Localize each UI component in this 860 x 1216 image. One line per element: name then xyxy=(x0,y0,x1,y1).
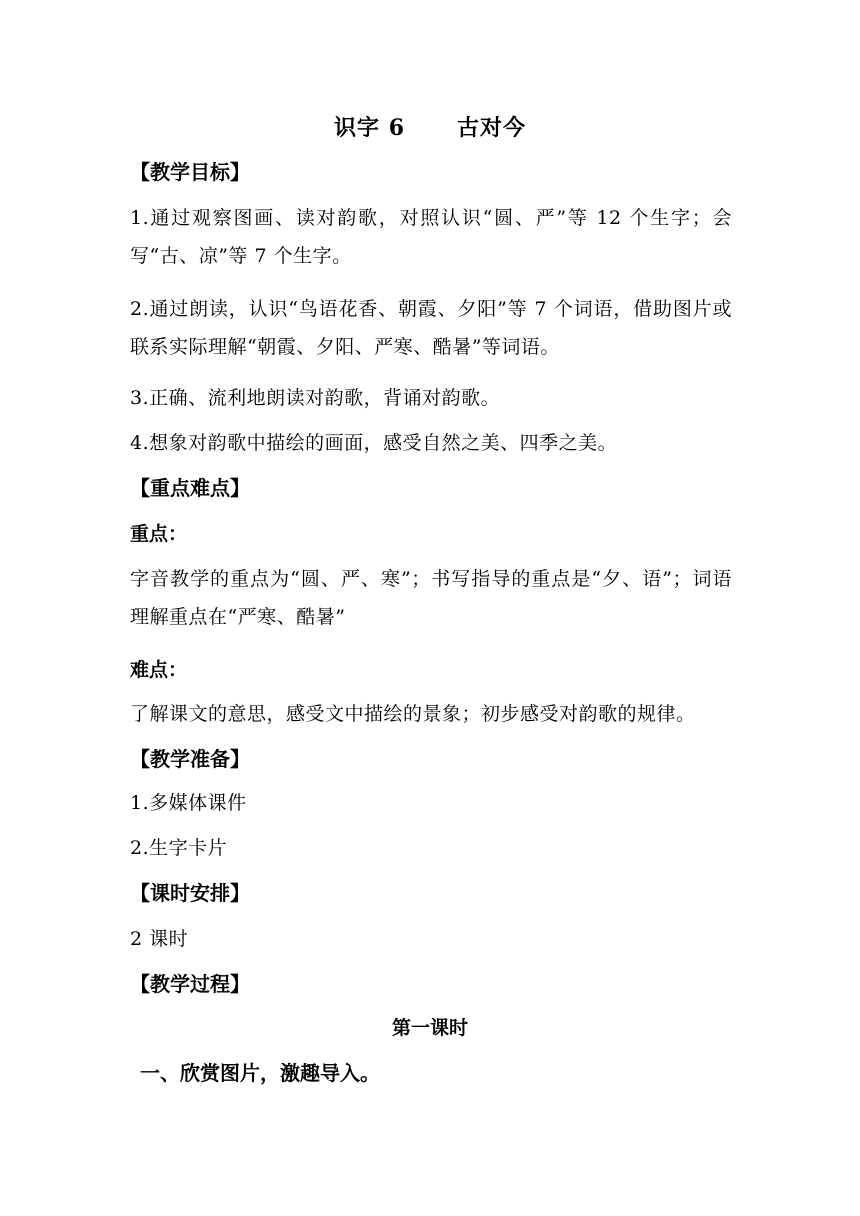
key-label: 重点： xyxy=(130,523,188,545)
document-title: 识字 6 古对今 xyxy=(334,115,526,141)
schedule-text: 2 课时 xyxy=(130,928,189,950)
key-text: 字音教学的重点为“圆、严、寒”；书写指导的重点是“夕、语”；词语理解重点在“严寒、酷暑” xyxy=(130,568,732,628)
difficulty-text: 了解课文的意思，感受文中描绘的景象；初步感受对韵歌的规律。 xyxy=(130,703,696,725)
difficulty-label: 难点： xyxy=(130,659,188,681)
prep-item-1: 1.多媒体课件 xyxy=(130,792,247,814)
schedule-heading: 【课时安排】 xyxy=(130,881,250,905)
objectives-heading: 【教学目标】 xyxy=(130,160,250,184)
objective-2: 2.通过朗读，认识“鸟语花香、朝霞、夕阳”等 7 个词语，借助图片或联系实际理解“朝霞、夕阳、严寒、酷暑”等词语。 xyxy=(130,298,732,358)
key-difficulty-heading: 【重点难点】 xyxy=(130,476,250,500)
prep-item-2: 2.生字卡片 xyxy=(130,837,228,859)
preparation-heading: 【教学准备】 xyxy=(130,747,250,771)
process-heading: 【教学过程】 xyxy=(130,972,250,996)
objective-3: 3.正确、流利地朗读对韵歌，背诵对韵歌。 xyxy=(130,387,501,409)
lesson-title: 第一课时 xyxy=(391,1017,468,1039)
step-one-heading: 一、欣赏图片，激趣导入。 xyxy=(140,1061,380,1085)
objective-1: 1.通过观察图画、读对韵歌，对照认识“圆、严”等 12 个生字；会写“古、凉”等 7 个生字。 xyxy=(130,207,732,267)
objective-4: 4.想象对韵歌中描绘的画面，感受自然之美、四季之美。 xyxy=(130,432,618,454)
